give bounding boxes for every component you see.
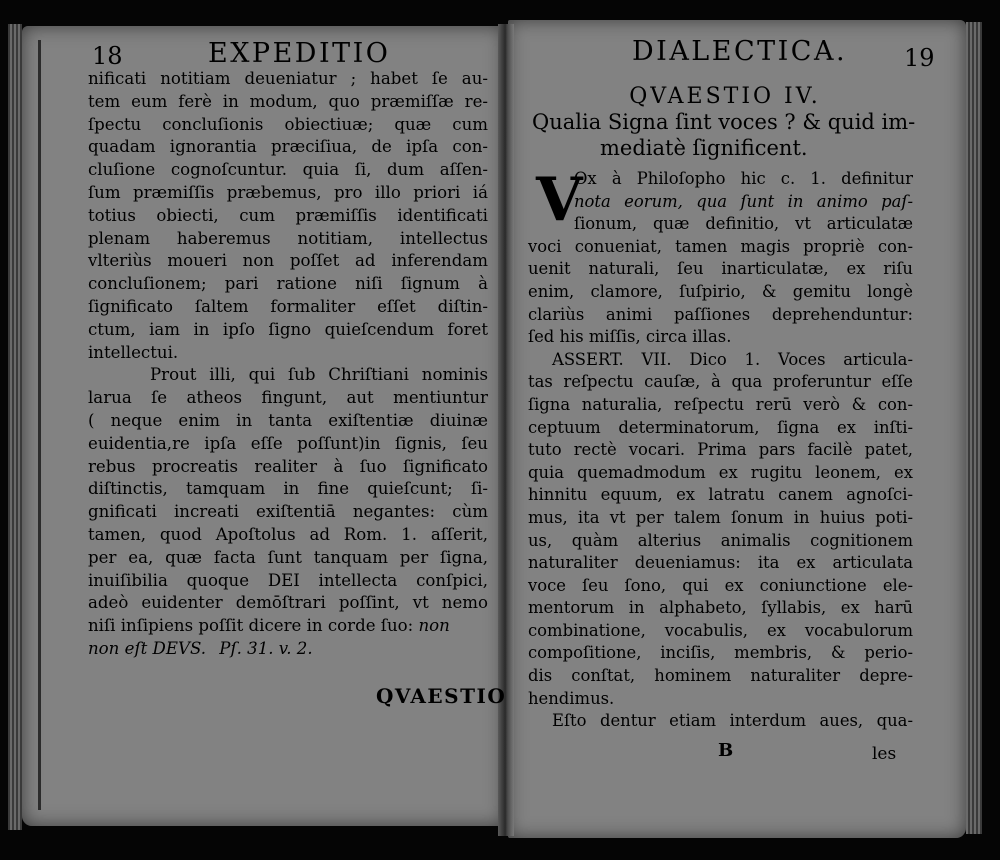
text-line: diſtinctis, tamquam in fine quieſcunt; ſi- [88, 479, 488, 499]
text-line: compoſitione, inciſis, membris, & perio- [528, 643, 913, 663]
italic-word: non [418, 616, 450, 636]
text-line: ſionum, quæ definitio, vt articulatæ [574, 214, 913, 234]
text-line: totius obiecti, cum præmiſſis identificati [88, 205, 488, 225]
text-line: us, quàm alterius animalis cognitionem [528, 530, 913, 550]
left-catchword: QVAESTIO [376, 684, 507, 708]
text-line: rebus procreatis realiter à ſuo ſignificato [88, 456, 488, 476]
text-segment: niſi inſipiens poſſit dicere in corde ſuo: [88, 616, 414, 636]
text-line: mus, ita vt per talem ſonum in huius poti- [528, 507, 913, 527]
text-line: ceptuum determinatorum, ſigna ex inſti- [528, 417, 913, 437]
text-line: cluſione cognoſcuntur. quia ſi, dum aſſen- [88, 160, 488, 180]
text-line: ( neque enim in tanta exiſtentiæ diuinæ [88, 410, 488, 430]
left-running-head: EXPEDITIO [208, 38, 391, 69]
text-line: dis conſtat, hominem naturaliter depre- [528, 666, 913, 686]
left-body-text [88, 68, 488, 661]
drop-cap: V [536, 165, 583, 235]
text-line: nificati notitiam deueniatur ; habet ſe au- [88, 69, 488, 88]
text-line: ſum præmiſſis præbemus, pro illo priori iá [88, 182, 488, 202]
question-subtitle-line1: Qualia Signa ſint voces ? & quid im- [532, 110, 916, 134]
text-line: quadam ignorantia præciſiua, de ipſa con- [88, 137, 488, 157]
text-line: ſignificato ſaltem formaliter eſſet diſtin- [88, 296, 488, 316]
text-line [88, 638, 488, 661]
left-margin-rule [38, 40, 41, 810]
right-running-head: DIALECTICA. [632, 36, 848, 67]
text-line: ſed his miſſis, circa illas. [528, 327, 732, 347]
text-line: adeò euidenter demōſtrari poſſint, vt nemo [88, 593, 488, 613]
text-line: intellectui. [88, 342, 179, 362]
text-line: tuto rectè vocari. Prima pars facilè patet, [528, 440, 913, 460]
text-line: inuiſibilia quoque DEI intellecta conſpici, [88, 570, 488, 590]
italic-quote: non eſt DEVS. [88, 638, 206, 658]
text-line: enim, clamore, ſuſpirio, & gemitu longè [528, 281, 913, 301]
scripture-reference: Pſ. 31. v. 2. [219, 638, 313, 658]
text-line: ctum, iam in ipſo ſigno quieſcendum foret [88, 319, 488, 339]
text-line: tas reſpectu cauſæ, à qua proferuntur eſſe [528, 372, 913, 392]
text-line: combinatione, vocabulis, ex vocabulorum [528, 620, 913, 640]
question-subtitle-line2: mediatè ſignificent. [600, 136, 808, 160]
right-catchword: les [872, 744, 897, 764]
text-line: ſpectu concluſionis obiectiuæ; quæ cum [88, 114, 488, 134]
text-line: vlteriùs moueri non poſſet ad inferendam [88, 251, 488, 271]
text-line: Ox à Philoſopho hic c. 1. definitur [574, 169, 913, 188]
text-line: clariùs animi paſſiones deprehenduntur: [528, 304, 913, 324]
text-line: tamen, quod Apoſtolus ad Rom. 1. aſſerit, [88, 524, 488, 544]
book-gutter [498, 24, 514, 836]
text-line: hinnitu equum, ex latratu canem agnoſci- [528, 485, 913, 505]
left-folio: 18 [92, 42, 123, 70]
text-line: gnificati increati exiſtentiā negantes: cùm [88, 502, 488, 522]
text-line: larua ſe atheos fingunt, aut mentiuntur [88, 388, 488, 408]
right-body-text [528, 165, 913, 733]
text-line: euidentia,re ipſa eſſe poſſunt)in ſignis, ſeu [88, 433, 488, 453]
text-line: Prout illi, qui ſub Chriſtiani nominis [150, 365, 488, 385]
text-line: uenit naturali, ſeu inarticulatæ, ex riſu [528, 259, 913, 279]
text-line: voce ſeu ſono, qui ex coniunctione ele- [528, 575, 913, 595]
text-line: concluſionem; pari ratione niſi ſignum à [88, 274, 488, 294]
question-title: QVAESTIO IV. [629, 84, 821, 109]
text-line: mentorum in alphabeto, ſyllabis, ex harū [528, 598, 913, 618]
text-line: nota eorum, qua ſunt in animo paſ- [574, 191, 913, 211]
text-line: voci conueniat, tamen magis propriè con- [528, 236, 913, 256]
text-line: plenam haberemus notitiam, intellectus [88, 228, 488, 248]
text-line: tem eum ferè in modum, quo præmiſſæ re- [88, 91, 488, 111]
signature-mark: B [718, 740, 734, 761]
text-line: per ea, quæ facta ſunt tanquam per ſigna, [88, 547, 488, 567]
right-page-edges [966, 22, 982, 834]
text-line: naturaliter deueniamus: ita ex articulata [528, 553, 913, 573]
text-line: hendimus. [528, 688, 615, 708]
right-folio: 19 [904, 44, 935, 72]
left-page-edges [8, 24, 22, 830]
text-line: ſigna naturalia, reſpectu rerū verò & con- [528, 394, 913, 414]
text-line: quia quemadmodum ex rugitu leonem, ex [528, 462, 913, 482]
text-line: ASSERT. VII. Dico 1. Voces articula- [552, 349, 913, 369]
text-line: Eſto dentur etiam interdum aues, qua- [552, 711, 913, 731]
text-line [88, 615, 488, 638]
